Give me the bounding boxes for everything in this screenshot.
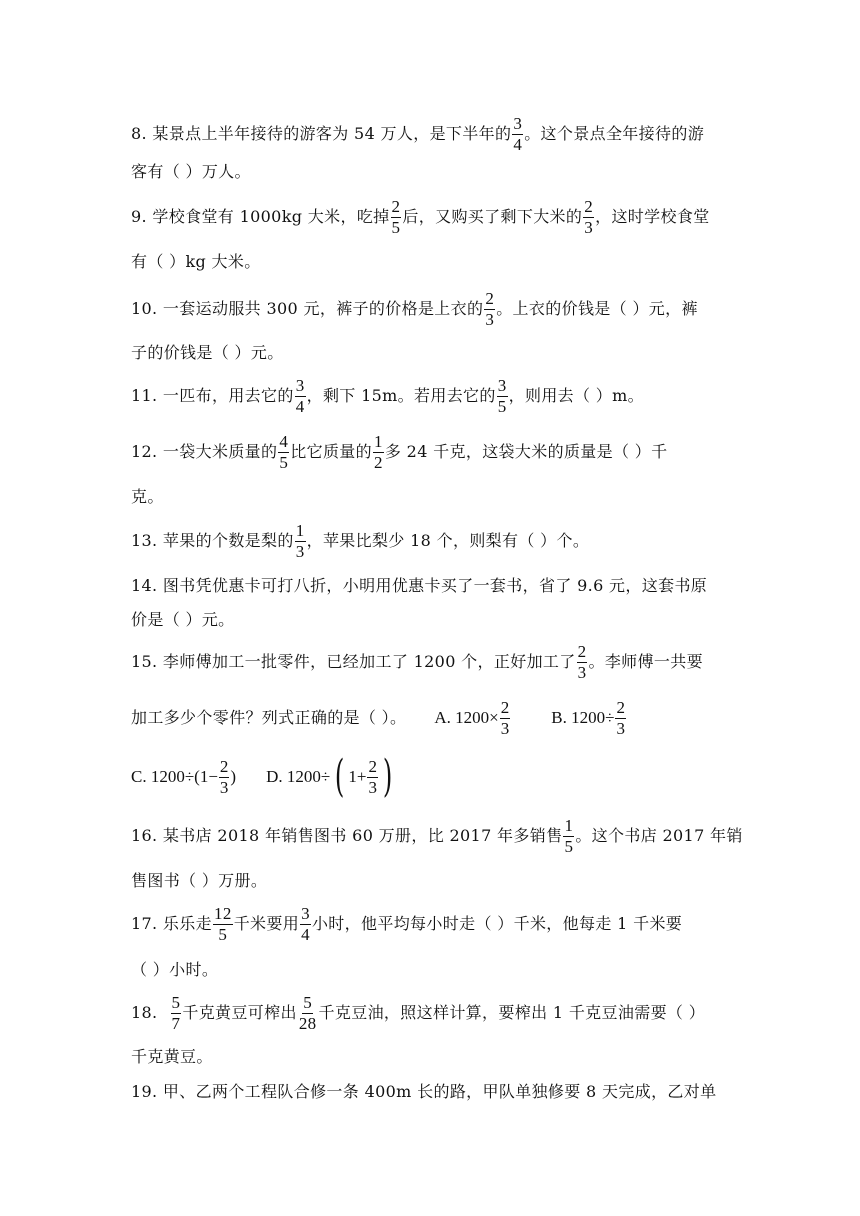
q14-text-2: 价是（ ）元。 <box>131 610 235 629</box>
q14-text-1: 14. 图书凭优惠卡可打八折，小明用优惠卡买了一套书，省了 9.6 元，这套书原 <box>131 576 708 595</box>
q10-text-b: 。上衣的价钱是（ ）元，裤 <box>496 299 698 318</box>
question-18-line-2 <box>131 1047 748 1067</box>
fraction: $\frac{2}{3}$ <box>577 641 587 682</box>
question-17-line-2 <box>131 960 748 980</box>
q18-text-c: 千克豆油，照这样计算，要榨出 1 千克豆油需要（ ） <box>318 1003 706 1022</box>
q17-text-2: （ ）小时。 <box>131 960 219 979</box>
q12-text-c: 多 24 千克，这袋大米的质量是（ ）千 <box>384 442 668 461</box>
option-b-label: B. 1200÷ <box>551 708 615 727</box>
option-c-close: ) <box>230 767 237 786</box>
q12-text-b: 比它质量的 <box>290 442 373 461</box>
q16-text-b: 。这个书店 2017 年销 <box>575 826 743 845</box>
question-15-line-2 <box>131 698 748 738</box>
option-c-label: C. 1200÷(1− <box>131 767 218 786</box>
option-a-fraction: $\frac{2}{3}$ <box>500 697 510 738</box>
fraction: $\frac{5}{7}$ <box>171 992 181 1033</box>
option-c-fraction: $\frac{2}{3}$ <box>219 756 229 797</box>
fraction: $\frac{5}{28}$ <box>298 992 317 1033</box>
question-12-line-1 <box>131 432 748 472</box>
q18-text-2: 千克黄豆。 <box>131 1047 213 1066</box>
question-12-line-2 <box>131 487 748 507</box>
question-17-line-1 <box>131 904 748 944</box>
fraction: $\frac{2}{5}$ <box>391 196 401 237</box>
q9-text-c: ，这时学校食堂 <box>595 207 710 226</box>
q17-text-c: 小时，他平均每小时走（ ）千米，他每走 1 千米要 <box>311 914 683 933</box>
q17-text-a: 17. 乐乐走 <box>131 914 212 933</box>
question-13-line-1 <box>131 521 748 561</box>
q8-text-a: 8. 某景点上半年接待的游客为 54 万人，是下半年的 <box>131 124 512 143</box>
q17-text-b: 千米要用 <box>233 914 300 933</box>
fraction: $\frac{2}{3}$ <box>584 196 594 237</box>
q11-text-a: 11. 一匹布，用去它的 <box>131 386 294 405</box>
q12-text-2: 克。 <box>131 487 164 506</box>
fraction: $\frac{3}{4}$ <box>513 113 523 154</box>
option-d-label: D. 1200÷ <box>266 767 331 786</box>
question-8-line-2 <box>131 162 748 182</box>
q19-text-1: 19. 甲、乙两个工程队合修一条 400m 长的路，甲队单独修要 8 天完成，乙对单 <box>131 1082 717 1101</box>
q18-text-b: 千克黄豆可榨出 <box>182 1003 297 1022</box>
q9-text-b: 后，又购买了剩下大米的 <box>402 207 583 226</box>
question-14-line-2 <box>131 610 748 630</box>
q15-text-a: 15. 李师傅加工一批零件，已经加工了 1200 个，正好加工了 <box>131 652 576 671</box>
question-10-line-1 <box>131 289 748 329</box>
q9-text-2: 有（ ）kg 大米。 <box>131 252 261 271</box>
option-b-fraction: $\frac{2}{3}$ <box>616 697 625 738</box>
fraction: $\frac{3}{4}$ <box>301 903 310 944</box>
q18-text-a: 18. <box>131 1003 158 1022</box>
question-16-line-2 <box>131 871 748 891</box>
question-10-line-2 <box>131 343 748 363</box>
q13-text-b: ，苹果比梨少 18 个，则梨有（ ）个。 <box>306 531 590 550</box>
question-11-line-1 <box>131 376 748 416</box>
fraction: $\frac{3}{4}$ <box>295 375 305 416</box>
question-15-line-1 <box>131 642 748 682</box>
fraction: $\frac{1}{2}$ <box>374 431 383 472</box>
q9-text-a: 9. 学校食堂有 1000kg 大米，吃掉 <box>131 207 390 226</box>
q16-text-2: 售图书（ ）万册。 <box>131 871 268 890</box>
q8-text-b: 。这个景点全年接待的游 <box>524 124 705 143</box>
option-d-expression: ( 1+ $\frac{2}{3}$ ) <box>335 751 393 802</box>
fraction: $\frac{3}{5}$ <box>497 375 507 416</box>
fraction: $\frac{2}{3}$ <box>485 288 495 329</box>
question-18-line-1 <box>131 993 748 1033</box>
fraction: $\frac{12}{5}$ <box>213 903 232 944</box>
q15-text-b: 。李师傅一共要 <box>588 652 703 671</box>
question-16-line-1 <box>131 816 748 856</box>
question-15-line-3 <box>131 751 748 802</box>
q8-text-2: 客有（ ）万人。 <box>131 162 251 181</box>
question-14-line-1 <box>131 576 748 596</box>
fraction: $\frac{1}{5}$ <box>564 815 574 856</box>
q11-text-c: ，则用去（ ）m。 <box>508 386 645 405</box>
q16-text-a: 16. 某书店 2018 年销售图书 60 万册，比 2017 年多销售 <box>131 826 563 845</box>
question-19-line-1 <box>131 1082 748 1102</box>
q10-text-2: 子的价钱是（ ）元。 <box>131 343 284 362</box>
fraction: $\frac{1}{3}$ <box>295 520 305 561</box>
q13-text-a: 13. 苹果的个数是梨的 <box>131 531 294 550</box>
q11-text-b: ，剩下 15m。若用去它的 <box>306 386 496 405</box>
q10-text-a: 10. 一套运动服共 300 元，裤子的价格是上衣的 <box>131 299 484 318</box>
question-8-line-1 <box>131 114 748 154</box>
question-9-line-1 <box>131 197 748 237</box>
option-a-label: A. 1200× <box>434 708 499 727</box>
fraction: $\frac{4}{5}$ <box>279 431 289 472</box>
q12-text-a: 12. 一袋大米质量的 <box>131 442 278 461</box>
question-9-line-2 <box>131 252 748 272</box>
q15-text-2: 加工多少个零件？列式正确的是（ ）。 <box>131 708 407 727</box>
